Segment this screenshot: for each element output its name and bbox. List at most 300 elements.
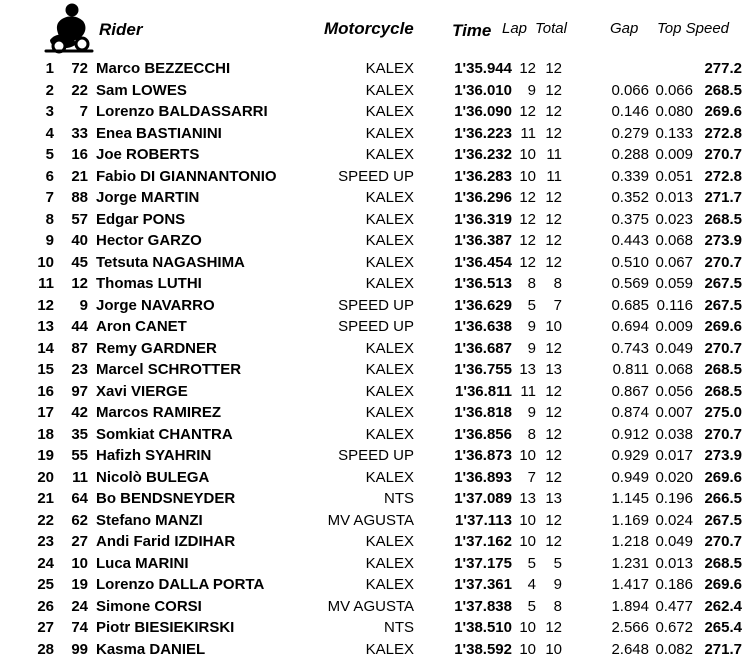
rider-number-cell: 9: [79, 296, 88, 314]
rider-number-cell: 40: [71, 232, 88, 249]
gap-previous-cell: 0.013: [655, 554, 693, 572]
motorcycle-cell: NTS: [384, 490, 414, 507]
top-speed-cell: 269.6: [704, 318, 742, 335]
header-lap: Lap: [502, 20, 528, 37]
gap-previous-cell: 0.068: [655, 361, 693, 378]
table-row: [0, 273, 751, 295]
time-cell: 1'35.944: [454, 60, 512, 77]
motorcycle-rider-icon: [44, 2, 94, 54]
rider-name-cell: Luca MARINI: [96, 554, 189, 572]
total-cell: 9: [553, 576, 562, 593]
rider-name-cell: Hector GARZO: [96, 232, 202, 249]
rider-name-cell: Marcel SCHROTTER: [96, 361, 242, 378]
rider-number-cell: 97: [71, 382, 88, 400]
rider-name-cell: Stefano MANZI: [96, 511, 203, 529]
time-cell: 1'36.893: [454, 468, 512, 486]
rider-number-cell: 33: [71, 124, 88, 142]
time-cell: 1'36.629: [454, 296, 512, 314]
position-cell: 14: [37, 339, 54, 357]
gap-previous-cell: 0.059: [655, 275, 693, 292]
total-cell: 12: [545, 103, 562, 120]
time-cell: 1'38.592: [454, 640, 512, 658]
rider-name-cell: Lorenzo BALDASSARRI: [96, 103, 268, 120]
top-speed-cell: 271.7: [704, 640, 742, 658]
rider-name-cell: Marcos RAMIREZ: [96, 404, 222, 421]
rider-number-cell: 64: [71, 490, 88, 507]
top-speed-cell: 270.7: [704, 339, 742, 357]
gap-previous-cell: 0.009: [655, 146, 693, 163]
lap-cell: 4: [527, 576, 536, 593]
rider-number-cell: 57: [71, 210, 88, 228]
total-cell: 12: [545, 60, 562, 77]
motorcycle-cell: KALEX: [365, 275, 414, 292]
total-cell: 12: [545, 511, 562, 529]
top-speed-cell: 269.6: [704, 103, 742, 120]
table-row: [0, 166, 751, 188]
time-cell: 1'36.513: [454, 275, 512, 292]
motorcycle-cell: KALEX: [365, 189, 414, 206]
position-cell: 25: [37, 576, 54, 593]
header-total: Total: [535, 20, 567, 37]
gap-previous-cell: 0.009: [655, 318, 693, 335]
top-speed-cell: 270.7: [704, 146, 742, 163]
gap-previous-cell: 0.051: [655, 167, 693, 185]
gap-previous-cell: 0.020: [655, 468, 693, 486]
gap-previous-cell: 0.049: [655, 339, 693, 357]
position-cell: 26: [37, 597, 54, 615]
lap-cell: 10: [519, 447, 536, 464]
header-top-speed: Top Speed: [657, 20, 730, 37]
table-row: [0, 123, 751, 145]
table-row: [0, 424, 751, 446]
gap-previous-cell: 0.038: [655, 425, 693, 443]
motorcycle-cell: KALEX: [365, 404, 414, 421]
table-row: [0, 510, 751, 532]
motorcycle-cell: MV AGUSTA: [327, 511, 414, 529]
rider-number-cell: 16: [71, 146, 88, 163]
rider-name-cell: Fabio DI GIANNANTONIO: [96, 167, 277, 185]
header-motorcycle: Motorcycle: [324, 19, 414, 38]
lap-cell: 10: [519, 640, 536, 658]
table-row: [0, 338, 751, 360]
rider-number-cell: 87: [71, 339, 88, 357]
time-cell: 1'36.687: [454, 339, 512, 357]
table-row: [0, 617, 751, 639]
gap-first-cell: 0.929: [611, 447, 649, 464]
gap-first-cell: 2.566: [611, 619, 649, 636]
top-speed-cell: 268.5: [704, 81, 742, 99]
position-cell: 13: [37, 318, 54, 335]
gap-first-cell: 0.743: [611, 339, 649, 357]
time-cell: 1'37.089: [454, 490, 512, 507]
rider-number-cell: 55: [71, 447, 88, 464]
time-cell: 1'36.283: [454, 167, 512, 185]
gap-first-cell: 1.218: [611, 533, 649, 550]
time-cell: 1'36.232: [454, 146, 512, 163]
rider-name-cell: Marco BEZZECCHI: [96, 60, 231, 77]
lap-cell: 9: [527, 339, 536, 357]
motorcycle-cell: KALEX: [365, 361, 414, 378]
rider-number-cell: 99: [71, 640, 88, 658]
table-row: [0, 445, 751, 467]
motorcycle-cell: KALEX: [365, 124, 414, 142]
motorcycle-cell: KALEX: [365, 468, 414, 486]
position-cell: 16: [37, 382, 54, 400]
header-time: Time: [452, 21, 492, 40]
position-cell: 15: [37, 361, 54, 378]
rider-number-cell: 11: [72, 468, 88, 486]
gap-first-cell: 0.339: [611, 167, 649, 185]
top-speed-cell: 273.9: [704, 232, 742, 249]
position-cell: 5: [45, 146, 54, 163]
gap-previous-cell: 0.672: [655, 619, 693, 636]
gap-previous-cell: 0.023: [655, 210, 693, 228]
rider-name-cell: Piotr BIESIEKIRSKI: [96, 619, 235, 636]
top-speed-cell: 266.5: [704, 490, 742, 507]
rider-name-cell: Tetsuta NAGASHIMA: [96, 253, 245, 271]
rider-name-cell: Edgar PONS: [96, 210, 186, 228]
gap-first-cell: 0.685: [611, 296, 649, 314]
table-row: [0, 316, 751, 338]
time-cell: 1'37.838: [454, 597, 512, 615]
total-cell: 12: [545, 253, 562, 271]
rider-number-cell: 23: [71, 361, 88, 378]
gap-previous-cell: 0.049: [655, 533, 693, 550]
lap-cell: 8: [527, 275, 536, 292]
top-speed-cell: 269.6: [704, 576, 742, 593]
rider-name-cell: Hafizh SYAHRIN: [96, 447, 212, 464]
gap-previous-cell: 0.067: [655, 253, 693, 271]
top-speed-cell: 269.6: [704, 468, 742, 486]
motorcycle-cell: KALEX: [365, 232, 414, 249]
gap-first-cell: 0.867: [611, 382, 649, 400]
total-cell: 12: [545, 619, 562, 636]
results-table: [0, 58, 751, 660]
gap-first-cell: 0.811: [612, 361, 649, 378]
motorcycle-cell: KALEX: [365, 554, 414, 572]
top-speed-cell: 268.5: [704, 554, 742, 572]
position-cell: 21: [37, 490, 54, 507]
table-row: [0, 101, 751, 123]
gap-first-cell: 0.694: [611, 318, 649, 335]
table-row: [0, 295, 751, 317]
total-cell: 12: [545, 189, 562, 206]
table-row: [0, 381, 751, 403]
lap-cell: 12: [519, 253, 536, 271]
table-row: [0, 531, 751, 553]
rider-number-cell: 22: [71, 81, 88, 99]
total-cell: 12: [545, 232, 562, 249]
total-cell: 11: [546, 146, 562, 163]
top-speed-cell: 273.9: [704, 447, 742, 464]
rider-number-cell: 62: [71, 511, 88, 529]
motorcycle-cell: SPEED UP: [338, 296, 414, 314]
total-cell: 12: [545, 404, 562, 421]
top-speed-cell: 270.7: [704, 253, 742, 271]
total-cell: 13: [545, 361, 562, 378]
gap-previous-cell: 0.116: [656, 296, 693, 314]
lap-cell: 10: [519, 167, 536, 185]
lap-cell: 12: [519, 210, 536, 228]
table-row: [0, 402, 751, 424]
gap-previous-cell: 0.056: [655, 382, 693, 400]
position-cell: 6: [45, 167, 54, 185]
table-row: [0, 574, 751, 596]
position-cell: 18: [37, 425, 54, 443]
gap-first-cell: 1.231: [611, 554, 649, 572]
rider-number-cell: 45: [71, 253, 88, 271]
position-cell: 7: [45, 189, 54, 206]
time-cell: 1'36.873: [454, 447, 512, 464]
position-cell: 19: [37, 447, 54, 464]
top-speed-cell: 277.2: [704, 60, 742, 77]
gap-previous-cell: 0.082: [655, 640, 693, 658]
gap-first-cell: 1.169: [611, 511, 649, 529]
time-cell: 1'36.638: [454, 318, 512, 335]
gap-first-cell: 0.874: [611, 404, 649, 421]
time-cell: 1'36.811: [455, 382, 512, 400]
rider-number-cell: 19: [71, 576, 88, 593]
total-cell: 12: [545, 533, 562, 550]
rider-name-cell: Aron CANET: [96, 318, 187, 335]
gap-previous-cell: 0.066: [655, 81, 693, 99]
position-cell: 20: [37, 468, 54, 486]
time-cell: 1'36.090: [454, 103, 512, 120]
top-speed-cell: 271.7: [704, 189, 742, 206]
rider-number-cell: 42: [71, 404, 88, 421]
lap-cell: 12: [519, 103, 536, 120]
gap-previous-cell: 0.080: [655, 103, 693, 120]
rider-name-cell: Somkiat CHANTRA: [96, 425, 233, 443]
time-cell: 1'36.223: [454, 124, 512, 142]
gap-previous-cell: 0.186: [655, 576, 693, 593]
motorcycle-cell: KALEX: [365, 210, 414, 228]
time-cell: 1'36.818: [454, 404, 512, 421]
top-speed-cell: 270.7: [704, 533, 742, 550]
motorcycle-cell: SPEED UP: [338, 318, 414, 335]
lap-cell: 8: [527, 425, 536, 443]
motorcycle-cell: KALEX: [365, 576, 414, 593]
motorcycle-cell: KALEX: [365, 60, 414, 77]
table-row: [0, 553, 751, 575]
gap-first-cell: 1.145: [611, 490, 649, 507]
total-cell: 7: [553, 296, 562, 314]
gap-previous-cell: 0.007: [655, 404, 693, 421]
gap-previous-cell: 0.477: [655, 597, 693, 615]
top-speed-cell: 268.5: [704, 382, 742, 400]
rider-number-cell: 74: [71, 619, 88, 636]
lap-cell: 5: [527, 554, 536, 572]
rider-name-cell: Simone CORSI: [96, 597, 202, 615]
total-cell: 12: [545, 447, 562, 464]
time-cell: 1'37.361: [454, 576, 512, 593]
header-rider: Rider: [99, 20, 143, 39]
position-cell: 24: [37, 554, 54, 572]
rider-number-cell: 27: [71, 533, 88, 550]
table-row: [0, 467, 751, 489]
gap-first-cell: 1.417: [611, 576, 649, 593]
rider-number-cell: 24: [71, 597, 88, 615]
top-speed-cell: 265.4: [704, 619, 742, 636]
position-cell: 27: [37, 619, 54, 636]
top-speed-cell: 262.4: [704, 597, 742, 615]
gap-first-cell: 0.949: [611, 468, 649, 486]
lap-cell: 11: [520, 124, 536, 142]
rider-number-cell: 10: [71, 554, 88, 572]
rider-number-cell: 44: [71, 318, 88, 335]
total-cell: 12: [545, 468, 562, 486]
lap-cell: 9: [527, 81, 536, 99]
top-speed-cell: 272.8: [704, 167, 742, 185]
total-cell: 10: [545, 640, 562, 658]
rider-name-cell: Sam LOWES: [96, 81, 187, 99]
gap-first-cell: 0.569: [611, 275, 649, 292]
motorcycle-cell: KALEX: [365, 640, 414, 658]
position-cell: 23: [37, 533, 54, 550]
position-cell: 17: [37, 404, 54, 421]
header-gap: Gap: [610, 20, 639, 37]
rider-name-cell: Enea BASTIANINI: [96, 124, 222, 142]
table-row: [0, 359, 751, 381]
gap-previous-cell: 0.017: [655, 447, 693, 464]
rider-number-cell: 88: [71, 189, 88, 206]
top-speed-cell: 267.5: [704, 511, 742, 529]
top-speed-cell: 275.0: [704, 404, 742, 421]
time-cell: 1'36.387: [454, 232, 512, 249]
position-cell: 3: [45, 103, 54, 120]
top-speed-cell: 270.7: [704, 425, 742, 443]
total-cell: 12: [545, 382, 562, 400]
rider-number-cell: 72: [71, 60, 88, 77]
rider-name-cell: Xavi VIERGE: [96, 382, 188, 400]
total-cell: 12: [545, 81, 562, 99]
lap-cell: 13: [519, 361, 536, 378]
total-cell: 10: [545, 318, 562, 335]
table-header: [0, 0, 751, 56]
lap-cell: 7: [527, 468, 536, 486]
table-row: [0, 187, 751, 209]
table-row: [0, 252, 751, 274]
position-cell: 11: [38, 275, 54, 292]
motorcycle-cell: KALEX: [365, 253, 414, 271]
rider-name-cell: Kasma DANIEL: [96, 640, 206, 658]
rider-name-cell: Jorge MARTIN: [96, 189, 200, 206]
gap-previous-cell: 0.013: [655, 189, 693, 206]
lap-cell: 5: [527, 597, 536, 615]
top-speed-cell: 268.5: [704, 361, 742, 378]
table-row: [0, 209, 751, 231]
gap-first-cell: 0.443: [611, 232, 649, 249]
rider-name-cell: Lorenzo DALLA PORTA: [96, 576, 265, 593]
gap-first-cell: 0.288: [611, 146, 649, 163]
total-cell: 12: [545, 124, 562, 142]
gap-first-cell: 1.894: [611, 597, 649, 615]
rider-name-cell: Andi Farid IZDIHAR: [96, 533, 236, 550]
total-cell: 11: [546, 167, 562, 185]
motorcycle-cell: KALEX: [365, 81, 414, 99]
time-cell: 1'36.010: [454, 81, 512, 99]
total-cell: 8: [553, 597, 562, 615]
total-cell: 13: [545, 490, 562, 507]
gap-first-cell: 2.648: [611, 640, 649, 658]
rider-name-cell: Nicolò BULEGA: [96, 468, 210, 486]
gap-first-cell: 0.912: [611, 425, 649, 443]
rider-name-cell: Thomas LUTHI: [96, 275, 202, 292]
rider-name-cell: Remy GARDNER: [96, 339, 217, 357]
rider-number-cell: 7: [79, 103, 88, 120]
motorcycle-cell: KALEX: [365, 382, 414, 400]
time-cell: 1'36.454: [454, 253, 512, 271]
gap-first-cell: 0.510: [611, 253, 649, 271]
table-row: [0, 58, 751, 80]
lap-cell: 12: [519, 232, 536, 249]
lap-cell: 9: [527, 404, 536, 421]
rider-number-cell: 35: [71, 425, 88, 443]
motorcycle-cell: KALEX: [365, 146, 414, 163]
gap-previous-cell: 0.133: [655, 124, 693, 142]
motorcycle-cell: KALEX: [365, 339, 414, 357]
total-cell: 8: [553, 275, 562, 292]
lap-cell: 5: [527, 296, 536, 314]
lap-cell: 10: [519, 511, 536, 529]
position-cell: 12: [37, 296, 54, 314]
rider-name-cell: Jorge NAVARRO: [96, 296, 215, 314]
top-speed-cell: 267.5: [704, 296, 742, 314]
lap-cell: 10: [519, 619, 536, 636]
lap-cell: 11: [520, 382, 536, 400]
gap-previous-cell: 0.024: [655, 511, 693, 529]
time-cell: 1'36.755: [454, 361, 512, 378]
time-cell: 1'36.296: [454, 189, 512, 206]
position-cell: 4: [45, 124, 54, 142]
motorcycle-cell: MV AGUSTA: [327, 597, 414, 615]
gap-first-cell: 0.352: [611, 189, 649, 206]
gap-first-cell: 0.279: [611, 124, 649, 142]
lap-cell: 10: [519, 533, 536, 550]
table-row: [0, 230, 751, 252]
table-row: [0, 144, 751, 166]
top-speed-cell: 268.5: [704, 210, 742, 228]
motorcycle-cell: SPEED UP: [338, 167, 414, 185]
rider-name-cell: Bo BENDSNEYDER: [96, 490, 236, 507]
lap-cell: 12: [519, 189, 536, 206]
time-cell: 1'36.856: [454, 425, 512, 443]
lap-cell: 9: [527, 318, 536, 335]
lap-cell: 10: [519, 146, 536, 163]
time-cell: 1'37.162: [454, 533, 512, 550]
total-cell: 12: [545, 210, 562, 228]
lap-cell: 12: [519, 60, 536, 77]
table-row: [0, 80, 751, 102]
top-speed-cell: 272.8: [704, 124, 742, 142]
position-cell: 1: [45, 60, 54, 77]
rider-number-cell: 21: [71, 167, 88, 185]
gap-first-cell: 0.146: [611, 103, 649, 120]
time-cell: 1'37.175: [454, 554, 512, 572]
motorcycle-cell: KALEX: [365, 425, 414, 443]
position-cell: 28: [37, 640, 54, 658]
rider-number-cell: 12: [71, 275, 88, 292]
rider-name-cell: Joe ROBERTS: [96, 146, 200, 163]
position-cell: 22: [37, 511, 54, 529]
total-cell: 12: [545, 339, 562, 357]
table-row: [0, 488, 751, 510]
motorcycle-cell: NTS: [384, 619, 414, 636]
time-cell: 1'37.113: [455, 511, 512, 529]
top-speed-cell: 267.5: [704, 275, 742, 292]
position-cell: 8: [45, 210, 54, 228]
total-cell: 12: [545, 425, 562, 443]
